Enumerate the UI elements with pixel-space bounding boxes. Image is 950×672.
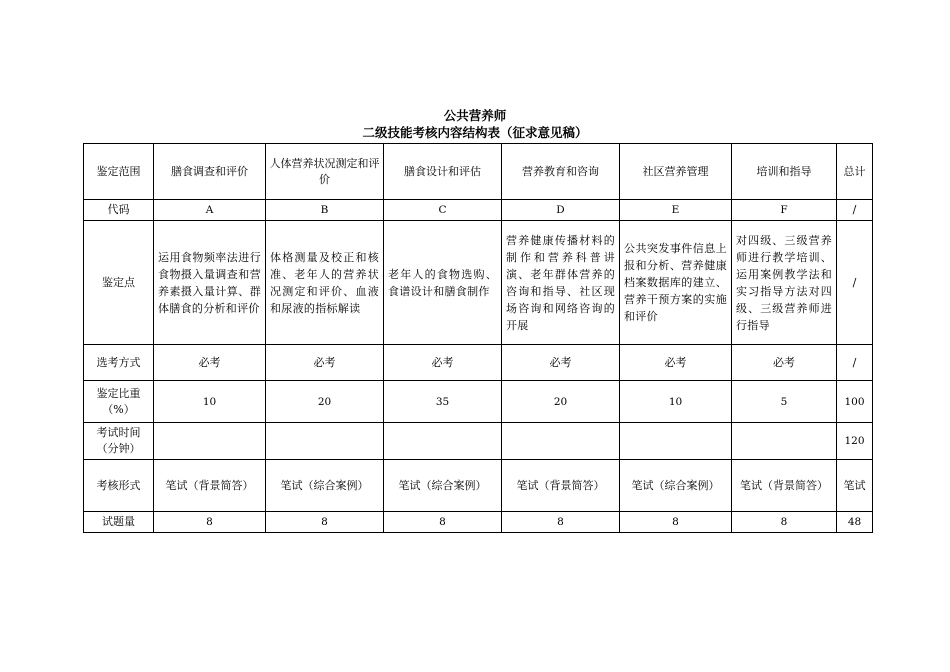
title-line-1: 公共营养师	[443, 108, 507, 123]
code-b: B	[266, 200, 384, 221]
weight-c: 35	[384, 381, 502, 423]
code-label: 代码	[84, 200, 154, 221]
code-total: /	[837, 200, 873, 221]
weight-label	[84, 381, 154, 423]
document-title	[0, 107, 950, 141]
time-d	[502, 423, 620, 460]
selection-b: 必考	[266, 345, 384, 381]
format-e: 笔试（综合案例）	[620, 460, 732, 512]
count-a: 8	[154, 512, 266, 533]
title-line-2: 二级技能考核内容结构表（征求意见稿）	[362, 125, 588, 140]
selection-c: 必考	[384, 345, 502, 381]
row-scope	[84, 144, 873, 200]
count-c: 8	[384, 512, 502, 533]
row-format	[84, 460, 873, 512]
format-total: 笔试	[837, 460, 873, 512]
scope-b: 人体营养状况测定和评价	[266, 144, 384, 200]
count-total: 48	[837, 512, 873, 533]
time-label-line-1: 考试时间	[96, 426, 141, 439]
weight-b: 20	[266, 381, 384, 423]
selection-d: 必考	[502, 345, 620, 381]
points-c: 老年人的食物选购、食谱设计和膳食制作	[384, 221, 502, 345]
code-e: E	[620, 200, 732, 221]
points-b: 体格测量及校正和核准、老年人的营养状况测定和评价、血液和尿液的指标解读	[266, 221, 384, 345]
code-f: F	[732, 200, 837, 221]
weight-a: 10	[154, 381, 266, 423]
time-e	[620, 423, 732, 460]
weight-e: 10	[620, 381, 732, 423]
points-e: 公共突发事件信息上报和分析、营养健康档案数据库的建立、营养干预方案的实施和评价	[620, 221, 732, 345]
time-b	[266, 423, 384, 460]
weight-f: 5	[732, 381, 837, 423]
row-time	[84, 423, 873, 460]
row-count	[84, 512, 873, 533]
count-e: 8	[620, 512, 732, 533]
weight-total: 100	[837, 381, 873, 423]
points-d: 营养健康传播材料的制作和营养科普讲演、老年群体营养的咨询和指导、社区现场咨询和网络咨询的开展	[502, 221, 620, 345]
selection-label: 选考方式	[84, 345, 154, 381]
format-a: 笔试（背景简答）	[154, 460, 266, 512]
selection-f: 必考	[732, 345, 837, 381]
time-label	[84, 423, 154, 460]
format-b: 笔试（综合案例）	[266, 460, 384, 512]
points-f: 对四级、三级营养师进行教学培训、运用案例教学法和实习指导方法对四级、三级营养师进行指导	[732, 221, 837, 345]
weight-label-line-2: （%）	[102, 402, 135, 416]
time-f	[732, 423, 837, 460]
scope-f: 培训和指导	[732, 144, 837, 200]
structure-table	[83, 143, 873, 533]
time-total: 120	[837, 423, 873, 460]
count-d: 8	[502, 512, 620, 533]
selection-total: /	[837, 345, 873, 381]
scope-label: 鉴定范围	[84, 144, 154, 200]
row-weight	[84, 381, 873, 423]
code-d: D	[502, 200, 620, 221]
format-f: 笔试（背景简答）	[732, 460, 837, 512]
format-c: 笔试（综合案例）	[384, 460, 502, 512]
points-label: 鉴定点	[84, 221, 154, 345]
count-label: 试题量	[84, 512, 154, 533]
selection-e: 必考	[620, 345, 732, 381]
count-f: 8	[732, 512, 837, 533]
weight-label-line-1: 鉴定比重	[96, 386, 141, 400]
points-total: /	[837, 221, 873, 345]
row-points	[84, 221, 873, 345]
scope-e: 社区营养管理	[620, 144, 732, 200]
code-c: C	[384, 200, 502, 221]
time-label-line-2: （分钟）	[96, 442, 141, 455]
scope-a: 膳食调查和评价	[154, 144, 266, 200]
total-label: 总计	[837, 144, 873, 200]
scope-d: 营养教育和咨询	[502, 144, 620, 200]
code-a: A	[154, 200, 266, 221]
weight-d: 20	[502, 381, 620, 423]
selection-a: 必考	[154, 345, 266, 381]
time-a	[154, 423, 266, 460]
format-label: 考核形式	[84, 460, 154, 512]
count-b: 8	[266, 512, 384, 533]
time-c	[384, 423, 502, 460]
row-selection	[84, 345, 873, 381]
scope-c: 膳食设计和评估	[384, 144, 502, 200]
format-d: 笔试（背景简答）	[502, 460, 620, 512]
points-a: 运用食物频率法进行食物摄入量调查和营养素摄入量计算、群体膳食的分析和评价	[154, 221, 266, 345]
row-code	[84, 200, 873, 221]
